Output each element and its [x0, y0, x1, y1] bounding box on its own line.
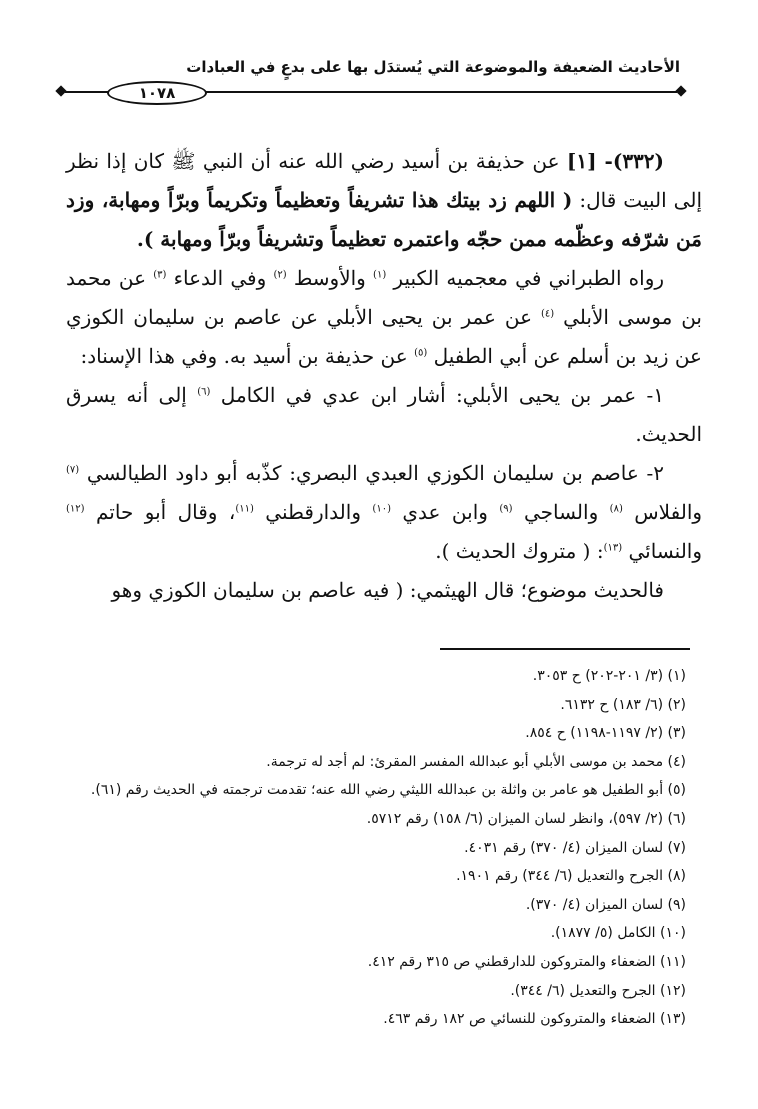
footnote-marker: (٦) — [197, 386, 211, 398]
point-text: والساجي — [523, 500, 599, 524]
footnote-marker: (٧) — [66, 464, 80, 476]
point-text: : ( متروك الحديث ). — [435, 539, 604, 563]
main-text — [66, 142, 702, 610]
footnote: (١٢) الجرح والتعديل (٦/ ٣٤٤). — [510, 982, 686, 999]
point-text: والدارقطني — [265, 500, 361, 524]
footnote: (٧) لسان الميزان (٤/ ٣٧٠) رقم ٤٠٣١. — [464, 839, 686, 856]
point-text: والفلاس — [634, 500, 703, 524]
diamond-right-icon — [675, 85, 686, 96]
footnote-marker: (٩) — [499, 503, 513, 515]
takhrij-text: وفي الدعاء — [173, 266, 267, 290]
footnote-marker: (١١) — [235, 503, 254, 515]
diamond-left-icon — [55, 85, 66, 96]
footnote-marker: (٣) — [153, 269, 167, 281]
footnote: (١) (٣/ ٢٠١-٢٠٢) ح ٣٠٥٣. — [532, 668, 686, 684]
takhrij-text: عن محمد بن موسى الأبلي — [66, 266, 703, 329]
page-number: ١٠٧٨ — [107, 81, 207, 105]
footnote: (٢) (٦/ ١٨٣) ح ٦١٣٢. — [560, 696, 686, 713]
footnote-marker: (١٠) — [372, 503, 391, 515]
footnote-marker: (٢) — [273, 269, 287, 281]
footnotes — [66, 662, 686, 1034]
header-rule — [55, 80, 687, 104]
footnote: (١٠) الكامل (٥/ ١٨٧٧). — [550, 925, 686, 942]
hadith-text: ( اللهم زد بيتك هذا تشريفاً وتعظيماً وتكريماً وبرّاً ومهابة، وزد مَن شرّفه وعظّمه ممن حجّه واعتمره تعظيماً وتشريفاً وبرّاً ومهابة ). — [66, 188, 702, 251]
footnote-marker: (١٢) — [66, 503, 85, 515]
point-text: وابن عدي — [402, 500, 488, 524]
conclusion-paragraph: فالحديث موضوع؛ قال الهيثمي: ( فيه عاصم بن سليمان الكوزي وهو — [111, 578, 664, 602]
narrator-point-1 — [66, 376, 702, 454]
narrator-point-2 — [66, 454, 702, 571]
takhrij-paragraph — [66, 259, 702, 376]
point-text: والنسائي — [628, 539, 702, 563]
footnote: (٤) محمد بن موسى الأبلي أبو عبدالله المفسر المقرئ: لم أجد له ترجمة. — [266, 753, 686, 770]
point-text: ١- عمر بن يحيى الأبلي: أشار ابن عدي في الكامل — [220, 383, 665, 407]
running-title: الأحاديث الضعيفة والموضوعة التي يُستدَل بها على بدعٍ في العبادات — [186, 58, 680, 76]
point-text: ٢- عاصم بن سليمان الكوزي العبدي البصري: كذّبه أبو داود الطيالسي — [86, 461, 664, 485]
footnote-marker: (٤) — [540, 308, 555, 320]
footnote: (٥) أبو الطفيل هو عامر بن واثلة بن عبدالله الليثي رضي الله عنه؛ تقدمت ترجمته في الحديث رقم (٦١). — [90, 782, 686, 799]
hadith-paragraph — [66, 142, 702, 259]
hadith-intro: عن حذيفة بن أسيد رضي الله عنه أن النبي ﷺ كان إذا نظر إلى البيت قال: — [66, 149, 702, 212]
footnote: (٦) (٢/ ٥٩٧)، وانظر لسان الميزان (٦/ ١٥٨) رقم ٥٧١٢. — [366, 810, 686, 827]
footnote-marker: (٥) — [414, 347, 428, 359]
footnote: (٣) (٢/ ١١٩٧-١١٩٨) ح ٨٥٤. — [525, 725, 686, 742]
footnote: (٨) الجرح والتعديل (٦/ ٣٤٤) رقم ١٩٠١. — [456, 868, 686, 885]
point-text: إلى أنه يسرق الحديث. — [66, 383, 702, 446]
takhrij-text: رواه الطبراني في معجميه الكبير — [393, 266, 665, 290]
footnote-divider — [440, 648, 690, 650]
takhrij-text: والأوسط — [293, 266, 366, 290]
takhrij-text: عن حذيفة بن أسيد به. وفي هذا الإسناد: — [80, 344, 408, 368]
footnote-marker: (١٣) — [603, 542, 623, 554]
footnote-marker: (١) — [373, 269, 387, 281]
footnote: (٩) لسان الميزان (٤/ ٣٧٠). — [525, 896, 686, 913]
footnote: (١١) الضعفاء والمتروكون للدارقطني ص ٣١٥ رقم ٤١٢. — [367, 953, 686, 970]
hadith-number: (٣٣٢)- [١] — [566, 149, 665, 173]
takhrij-text: عن عمر بن يحيى الأبلي عن عاصم بن سليمان الكوزي عن زيد بن أسلم عن أبي الطفيل — [66, 305, 702, 368]
point-text: ، وقال أبو حاتم — [95, 500, 236, 524]
footnote: (١٣) الضعفاء والمتروكون للنسائي ص ١٨٢ رقم ٤٦٣. — [383, 1011, 686, 1028]
footnote-marker: (٨) — [609, 503, 623, 515]
